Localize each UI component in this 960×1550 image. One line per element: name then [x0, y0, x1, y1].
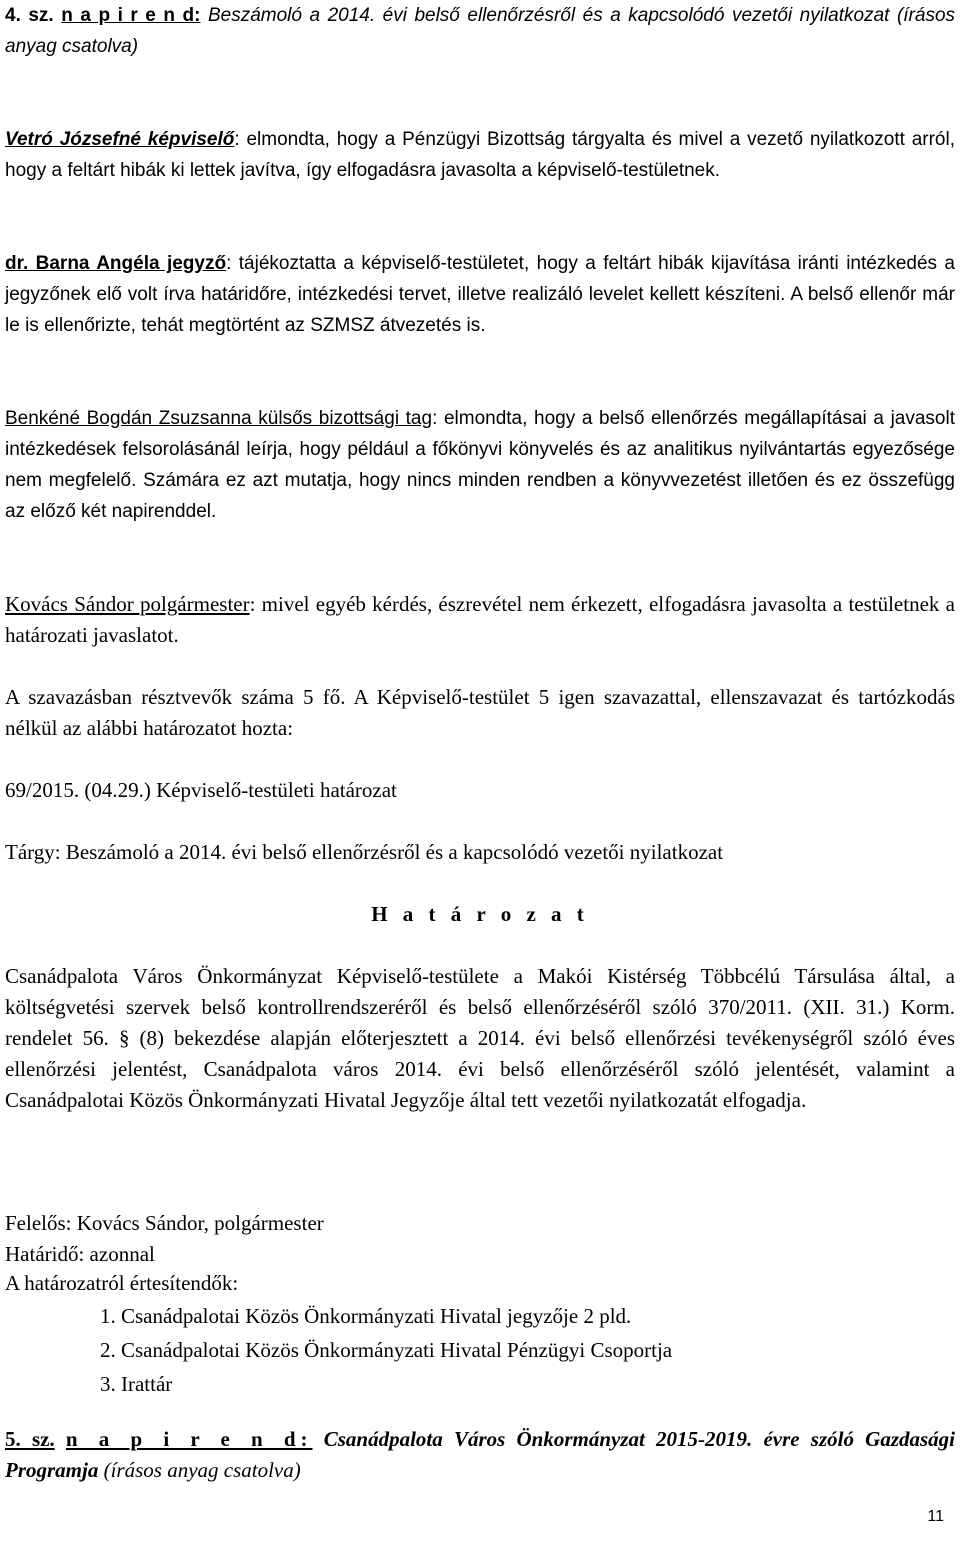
agenda-suffix: (írásos anyag csatolva) — [103, 1458, 301, 1482]
deadline-line: Határidő: azonnal — [5, 1242, 155, 1266]
speaker-name: Kovács Sándor polgármester — [5, 592, 250, 616]
agenda-label: n a p i r e n d: — [61, 5, 201, 26]
speaker-name: Vetró Józsefné képviselő — [5, 129, 235, 150]
recipient-item: 1. Csanádpalotai Közös Önkormányzati Hivatal jegyzője 2 pld. — [121, 1299, 672, 1333]
resolution-subject: Tárgy: Beszámoló a 2014. évi belső ellenőrzésről és a kapcsolódó vezetői nyilatkozat — [5, 840, 724, 864]
paragraph-barna — [5, 248, 955, 341]
resolution-heading: H a t á r o z a t — [371, 902, 589, 926]
paragraph-benkene — [5, 403, 955, 527]
notify-label: A határozatról értesítendők: — [5, 1271, 239, 1295]
paragraph-text: : elmondta, hogy a belső ellenőrzés megállapításai a javasolt intézkedések felsorolásánál leírja, hogy például a főkönyvi könyvelés és az analitikus nyilvántartás egyezősége nem megfelelő. Számára ez azt mutatja, hogy nincs minden rendben a könyvvezetést illetően és ez összefügg az előző két napirenddel. — [5, 408, 955, 522]
page-number: 11 — [927, 1508, 944, 1525]
agenda-title: Csanádpalota Város Önkormányzat 2015-2019. évre szóló Gazdasági Programja — [5, 1427, 956, 1482]
speaker-name: Benkéné Bogdán Zsuzsanna külsős bizottsági tag — [5, 408, 433, 429]
paragraph-text: : elmondta, hogy a Pénzügyi Bizottság tárgyalta és mivel a vezető nyilatkozott arról, hogy a feltárt hibák ki lettek javítva, így elfogadásra javasolta a képviselő-testületnek. — [5, 129, 955, 181]
paragraph-text: : mivel egyéb kérdés, észrevétel nem érkezett, elfogadásra javasolta a testületnek a határozati javaslatot. — [5, 592, 955, 647]
recipient-item: 2. Csanádpalotai Közös Önkormányzati Hivatal Pénzügyi Csoportja — [121, 1333, 672, 1367]
agenda-number: 4. sz. — [5, 5, 54, 26]
agenda-label: n a p i r e n d: — [65, 1427, 313, 1451]
resolution-decision: Csanádpalota Város Önkormányzat Képviselő-testülete a Makói Kistérség Többcélú Társulása által, a költségvetési szervek belső kontrollrendszeréről és belső ellenőrzéséről szóló 370/2011. (XII. 31.) Korm. rendelet 56. § (8) bekezdése alapján előterjesztett a 2014. évi belső ellenőrzési tevékenységről szóló éves ellenőrzési jelentést, Csanádpalota város 2014. évi belső ellenőrzéséről szóló jelentését, valamint a Csanádpalotai Közös Önkormányzati Hivatal Jegyzője által tett vezetői nyilatkozatát elfogadja. — [5, 964, 955, 1112]
paragraph-text: : tájékoztatta a képviselő-testületet, hogy a feltárt hibák kijavítása iránti intézkedés a jegyzőnek elő volt írva határidőre, intézkedési tervet, illetve realizáló levelet kellett készíteni. A belső ellenőr már le is ellenőrizte, tehát megtörtént az SZMSZ átvezetés is. — [5, 253, 955, 336]
agenda-title: Beszámoló a 2014. évi belső ellenőrzésről és a kapcsolódó vezetői nyilatkozat (írásos anyag csatolva) — [5, 5, 956, 57]
agenda-item-4 — [5, 0, 955, 62]
agenda-number: 5. sz. — [5, 1427, 55, 1451]
paragraph-vetro — [5, 124, 955, 186]
paragraph-kovacs — [5, 589, 955, 651]
recipient-item: 3. Irattár — [121, 1367, 672, 1401]
responsible-line: Felelős: Kovács Sándor, polgármester — [5, 1211, 324, 1235]
vote-paragraph: A szavazásban résztvevők száma 5 fő. A Képviselő-testület 5 igen szavazattal, ellenszavazat és tartózkodás nélkül az alábbi határozatot hozta: — [5, 685, 955, 740]
resolution-number: 69/2015. (04.29.) Képviselő-testületi határozat — [5, 778, 397, 802]
speaker-name: dr. Barna Angéla jegyző — [5, 253, 227, 274]
agenda-item-5 — [5, 1424, 955, 1486]
recipient-list — [85, 1299, 672, 1401]
